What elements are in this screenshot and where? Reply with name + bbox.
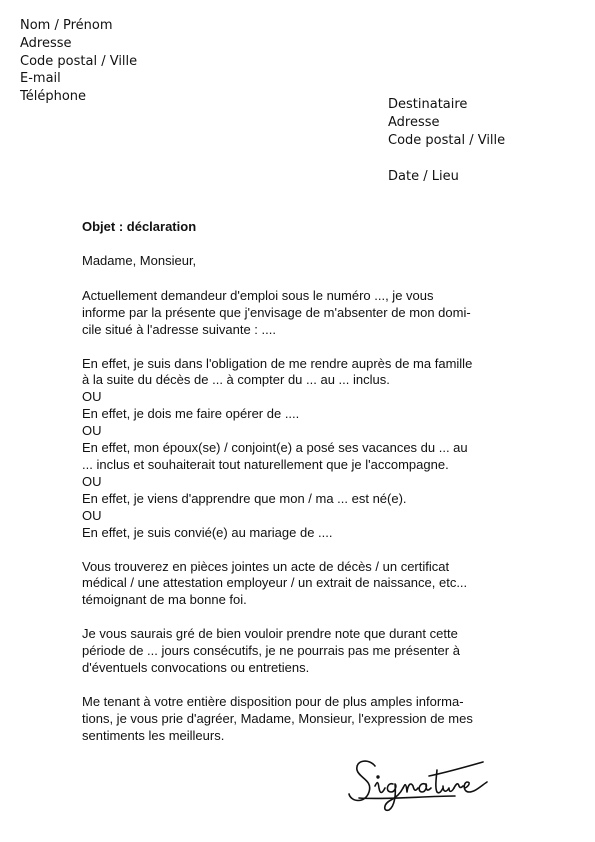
recipient-spacer xyxy=(388,150,505,168)
sender-postal-city: Code postal / Ville xyxy=(20,53,138,69)
or-separator: OU xyxy=(82,473,102,489)
or-separator: OU xyxy=(82,423,102,439)
letter-subject: Objet : déclaration xyxy=(82,219,197,234)
paragraph-attachments xyxy=(82,559,512,610)
letter-body xyxy=(82,219,512,762)
paragraph-line: témoignant de ma bonne foi. xyxy=(82,592,247,608)
sender-email: E-mail xyxy=(20,71,61,87)
paragraph-line: En effet, je viens d'apprendre que mon / ma ... est né(e). xyxy=(82,490,407,506)
paragraph-line: sentiments les meilleurs. xyxy=(82,727,225,743)
paragraph-line: Actuellement demandeur d'emploi sous le numéro ..., je vous xyxy=(82,287,434,303)
paragraph-line: Je vous saurais gré de bien vouloir prendre note que durant cette xyxy=(82,626,458,642)
paragraph-line: médical / une attestation employeur / un extrait de naissance, etc... xyxy=(82,575,468,591)
sender-address: Adresse xyxy=(20,35,72,51)
sender-phone: Téléphone xyxy=(20,89,87,105)
paragraph-line: En effet, mon époux(se) / conjoint(e) a posé ses vacances du ... au xyxy=(82,440,468,456)
or-separator: OU xyxy=(82,389,102,405)
paragraph-intro xyxy=(82,288,512,339)
paragraph-line: Vous trouverez en pièces jointes un acte de décès / un certificat xyxy=(82,558,450,574)
letter-salutation: Madame, Monsieur, xyxy=(82,252,197,268)
paragraph-closing xyxy=(82,694,512,745)
paragraph-line: tions, je vous prie d'agréer, Madame, Monsieur, l'expression de mes xyxy=(82,710,473,726)
recipient-postal-city: Code postal / Ville xyxy=(388,133,506,148)
recipient-address: Adresse xyxy=(388,115,440,130)
signature-icon xyxy=(345,752,495,816)
recipient-name: Destinataire xyxy=(388,97,468,112)
or-separator: OU xyxy=(82,507,102,523)
paragraph-request xyxy=(82,626,512,677)
paragraph-line: ... inclus et souhaiterait tout naturellement que je l'accompagne. xyxy=(82,456,449,472)
paragraph-line: période de ... jours consécutifs, je ne pourrais pas me présenter à xyxy=(82,643,460,659)
sender-name: Nom / Prénom xyxy=(20,18,113,33)
paragraph-line: Me tenant à votre entière disposition pour de plus amples informa- xyxy=(82,693,464,709)
paragraph-line: à la suite du décès de ... à compter du ... au ... inclus. xyxy=(82,372,390,388)
paragraph-line: En effet, je suis convié(e) au mariage de .... xyxy=(82,524,333,540)
paragraph-line: En effet, je suis dans l'obligation de me rendre auprès de ma famille xyxy=(82,355,473,371)
paragraph-line: cile situé à l'adresse suivante : .... xyxy=(82,321,276,337)
paragraph-line: informe par la présente que j'envisage de m'absenter de mon domi- xyxy=(82,304,471,320)
paragraph-line: En effet, je dois me faire opérer de .... xyxy=(82,406,300,422)
paragraph-reasons xyxy=(82,356,512,542)
recipient-block xyxy=(388,96,505,186)
paragraph-line: d'éventuels convocations ou entretiens. xyxy=(82,660,310,676)
sender-block xyxy=(20,17,137,106)
date-place: Date / Lieu xyxy=(388,169,459,184)
